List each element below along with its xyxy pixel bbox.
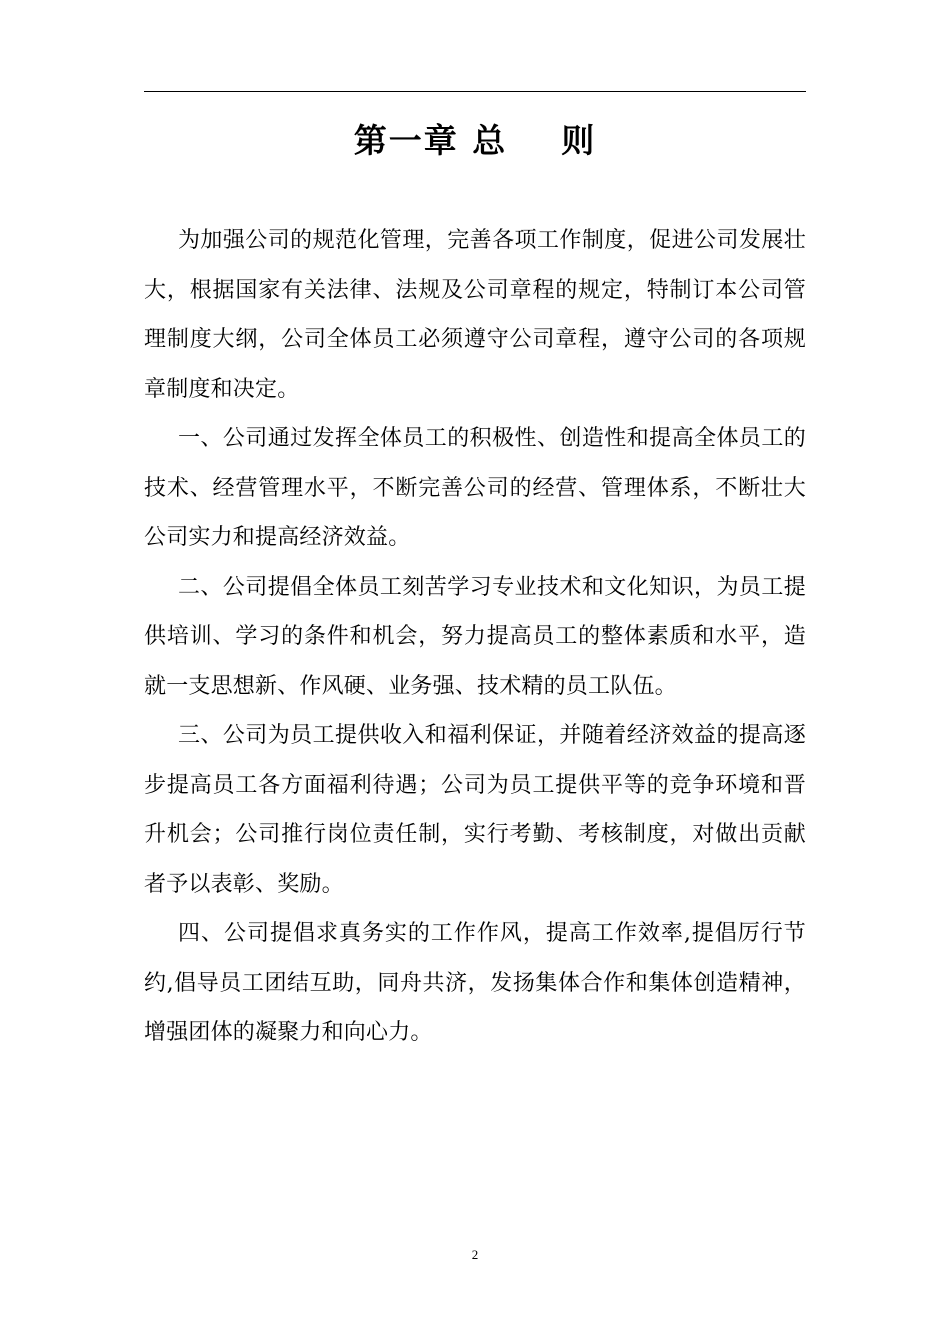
- body-text: [144, 216, 806, 1058]
- page-number: 2: [471, 1247, 479, 1262]
- intro-paragraph: 为加强公司的规范化管理，完善各项工作制度，促进公司发展壮大，根据国家有关法律、法规及公司章程的规定，特制订本公司管理制度大纲，公司全体员工必须遵守公司章程，遵守公司的各项规章制度和决定。: [144, 228, 806, 402]
- article-3-paragraph: 三、公司为员工提供收入和福利保证，并随着经济效益的提高逐步提高员工各方面福利待遇；公司为员工提供平等的竞争环境和晋升机会；公司推行岗位责任制，实行考勤、考核制度，对做出贡献者予以表彰、奖励。: [144, 723, 806, 897]
- article-4-paragraph: 四、公司提倡求真务实的工作作风，提高工作效率,提倡厉行节约,倡导员工团结互助，同舟共济，发扬集体合作和集体创造精神，增强团体的凝聚力和向心力。: [144, 921, 806, 1045]
- header-rule: [144, 91, 806, 92]
- article-1-paragraph: 一、公司通过发挥全体员工的积极性、创造性和提高全体员工的技术、经营管理水平，不断完善公司的经营、管理体系，不断壮大公司实力和提高经济效益。: [144, 426, 806, 550]
- article-2-paragraph: 二、公司提倡全体员工刻苦学习专业技术和文化知识，为员工提供培训、学习的条件和机会，努力提高员工的整体素质和水平，造就一支思想新、作风硬、业务强、技术精的员工队伍。: [144, 574, 806, 699]
- chapter-title: 第一章 总 则: [353, 121, 597, 160]
